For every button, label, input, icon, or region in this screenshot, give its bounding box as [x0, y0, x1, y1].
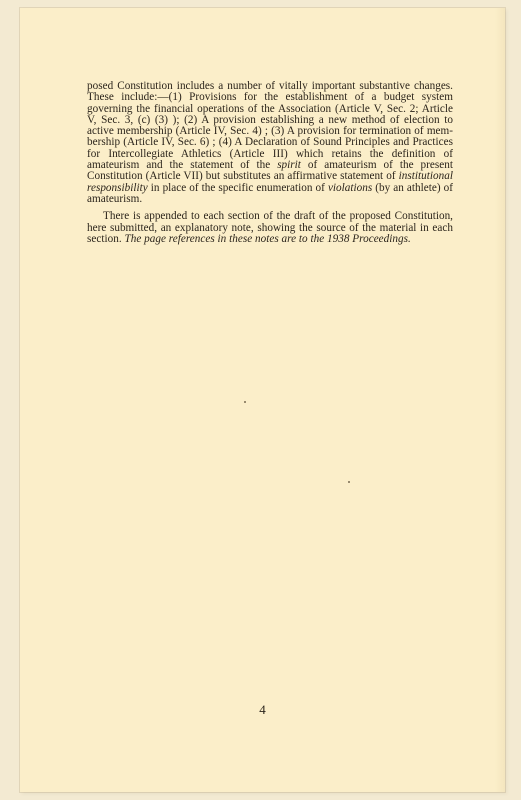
paragraph-text-segment: of amateurism of the present Constitution (Article VII) but substitutes an affirmative statement of [87, 159, 453, 183]
italic-page-reference-note: The page references in these notes are to the 1938 Proceedings. [124, 232, 411, 245]
paragraph-text-segment: There is appended to each section of the draft of the proposed Constitution, here submitted, an explanatory note, showing the source of the material in each section. [87, 210, 453, 245]
italic-spirit: spirit [277, 159, 301, 172]
paper-speck [348, 481, 350, 483]
paragraph-text-segment: posed Constitution includes a number of vitally important substantive changes. These include:—(1) Provisions for the establishment of a budget system governing the financial operations of the Association (Article V, Sec. 2; Article V, Sec. 3, (c) (3) ); (2) A provision establishing a new method of election to active membership (Article IV, Sec. 4) ; (3) A provision for termination of membership (Article IV, Sec. 6) ; (4) A Declaration of Sound Principles and Practices for Intercollegiate Athletics (Article III) which retains the definition of amateurism and the statement of the [87, 80, 453, 172]
paragraph-explanatory-note [87, 211, 453, 245]
page-number: 4 [259, 702, 266, 717]
paragraph-constitution-changes [87, 81, 453, 205]
body-text [87, 81, 453, 245]
italic-institutional-responsibility: institutional responsibility [87, 170, 453, 194]
italic-violations: violations [327, 181, 373, 194]
paragraph-text-segment: in place of the specific enumeration of [147, 181, 328, 194]
paper-speck [244, 401, 246, 403]
paragraph-text-segment: (by an athlete) of amateurism. [87, 181, 453, 205]
document-page [20, 8, 505, 792]
